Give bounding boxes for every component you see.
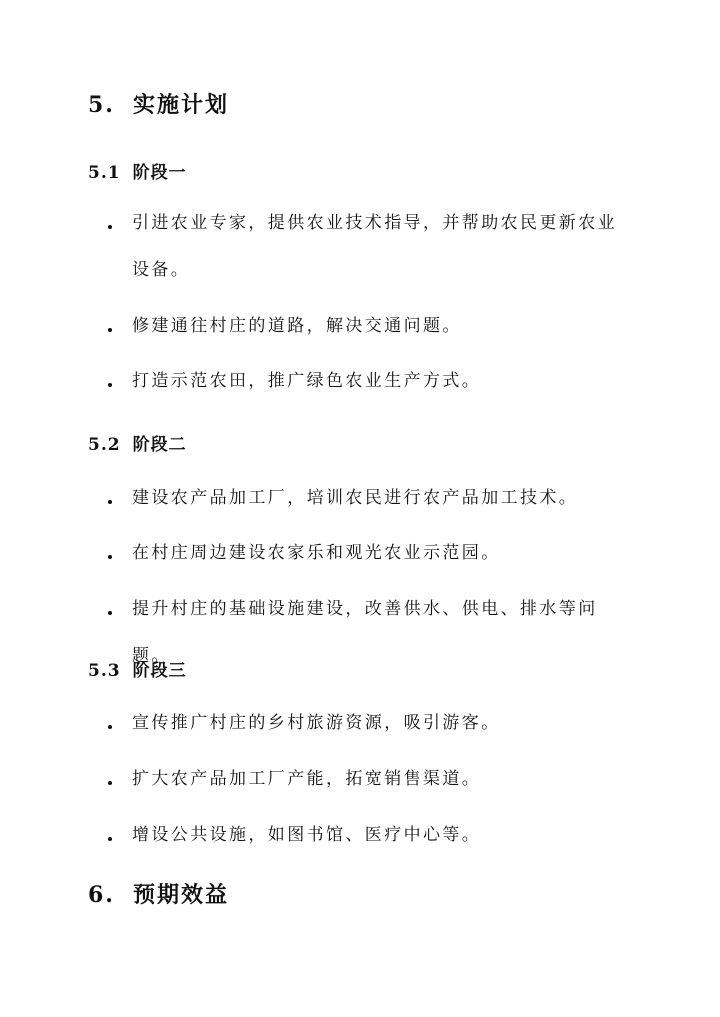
phase-title: 阶段三 [132, 661, 187, 681]
phase-5-3-heading [88, 656, 187, 681]
phase-5-2-heading [88, 430, 187, 455]
list-item-text: 宣传推广村庄的乡村旅游资源，吸引游客。 [132, 713, 501, 733]
bullet-icon [108, 725, 112, 729]
bullet-icon [108, 555, 112, 559]
phase-5-1-heading [88, 158, 187, 183]
bullet-icon [108, 383, 112, 387]
list-item-text: 建设农产品加工厂，培训农民进行农产品加工技术。 [132, 488, 579, 508]
phase-number: 5.3 [88, 661, 121, 681]
bullet-icon [108, 781, 112, 785]
bullet-icon [108, 500, 112, 504]
section-5-title: 实施计划 [132, 92, 229, 118]
list-item-text: 增设公共设施，如图书馆、医疗中心等。 [132, 825, 482, 845]
list-item-text: 打造示范农田，推广绿色农业生产方式。 [132, 371, 482, 391]
bullet-icon [108, 611, 112, 615]
list-item-text: 提升村庄的基础设施建设，改善供水、供电、排水等问题。 [132, 599, 598, 666]
list-item-text: 引进农业专家，提供农业技术指导，并帮助农民更新农业设备。 [132, 213, 617, 280]
list-item-text: 扩大农产品加工厂产能，拓宽销售渠道。 [132, 769, 482, 789]
section-5-number: 5. [88, 92, 115, 118]
bullet-icon [108, 328, 112, 332]
bullet-icon [108, 837, 112, 841]
phase-title: 阶段一 [132, 163, 187, 183]
list-item-text: 修建通往村庄的道路，解决交通问题。 [132, 316, 462, 336]
section-5-heading [88, 88, 229, 119]
phase-title: 阶段二 [132, 435, 187, 455]
list-item-text: 在村庄周边建设农家乐和观光农业示范园。 [132, 543, 501, 563]
section-6-number: 6. [88, 882, 115, 908]
phase-number: 5.1 [88, 163, 121, 183]
bullet-icon [108, 225, 112, 229]
section-6-title: 预期效益 [132, 882, 229, 908]
phase-number: 5.2 [88, 435, 121, 455]
section-6-heading [88, 878, 229, 909]
